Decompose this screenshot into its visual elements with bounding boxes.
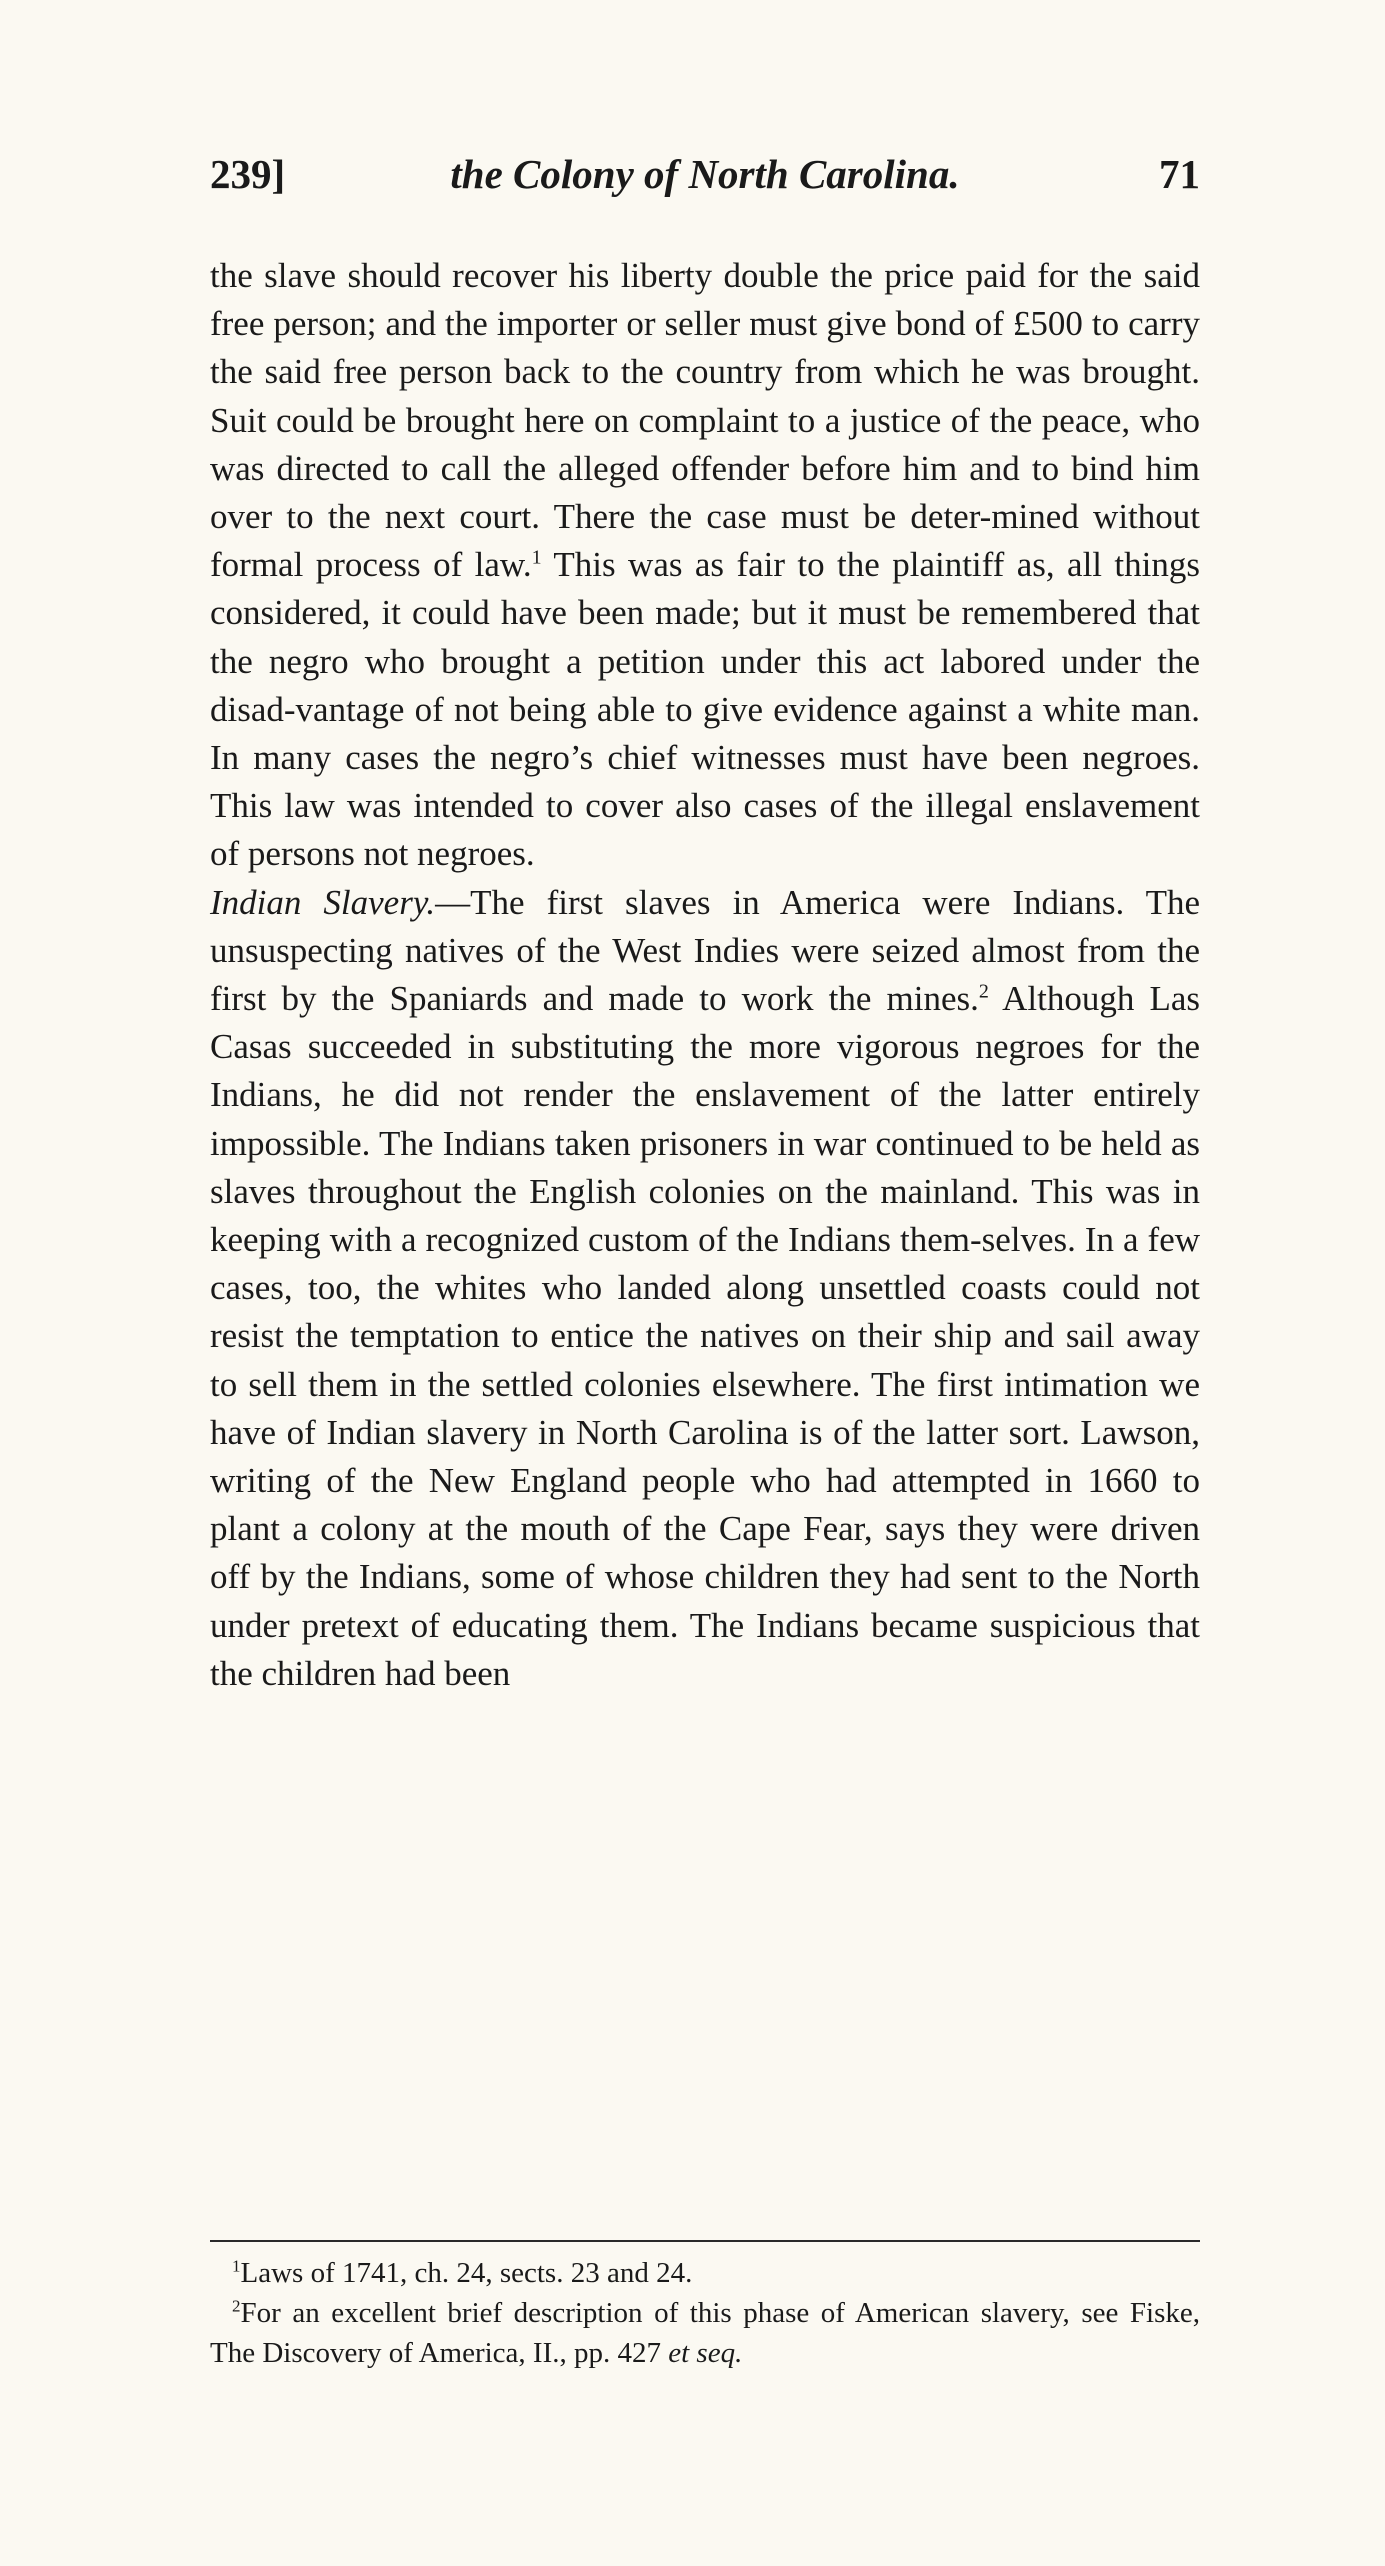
paragraph-2 [210, 879, 1200, 1698]
footnote-2 [210, 2293, 1200, 2373]
footnote-1-marker: 1 [232, 2256, 241, 2276]
paragraph-1-part-1: the slave should recover his liberty double the price paid for the said free person; and the importer or seller must give bond of £500 to carry the said free person back to the country from which he was brought. Suit could be brought here on complaint to a justice of the peace, who was directed to call the alleged offender before him and to bind him over to the next court. There the case must be deter-mined without formal process of law. [210, 256, 1200, 585]
footnote-2-text: For an excellent brief description of this phase of American slavery, see Fiske, The Discovery of America, II., pp. 427 [210, 2297, 1200, 2369]
footnote-1 [210, 2253, 1200, 2293]
footnote-divider [210, 2240, 1200, 2242]
paragraph-2-part-1: —The first slaves in America were Indians. The unsuspecting natives of the West Indies were seized almost from the first by the Spaniards and made to work the mines. [210, 882, 1200, 1019]
paragraph-1 [210, 252, 1200, 879]
footnote-reference-1: 1 [531, 546, 542, 569]
paragraph-1-part-2: This was as fair to the plaintiff as, all things considered, it could have been made; but it must be remembered that the negro who brought a petition under this act labored under the disad-vantage of not being able to give evidence against a white man. In many cases the negro’s chief witnesses must have been negroes. This law was intended to cover also cases of the illegal enslavement of persons not negroes. [210, 545, 1201, 874]
section-number: 239] [210, 151, 286, 197]
footnote-1-text: Laws of 1741, ch. 24, sects. 23 and 24. [240, 2257, 693, 2289]
footnotes [210, 2253, 1200, 2373]
running-head [210, 150, 1200, 210]
paragraph-2-part-2: Although Las Casas succeeded in substituting the more vigorous negroes for the Indians, he did not render the enslavement of the latter entirely impossible. The Indians taken prisoners in war continued to be held as slaves throughout the English colonies on the mainland. This was in keeping with a recognized custom of the Indians them-selves. In a few cases, too, the whites who landed along unsettled coasts could not resist the temptation to entice the natives on their ship and sail away to sell them in the settled colonies elsewhere. The first intimation we have of Indian slavery in North Carolina is of the latter sort. Lawson, writing of the New England people who had attempted in 1660 to plant a colony at the mouth of the Cape Fear, says they were driven off by the Indians, some of whose children they had sent to the North under pretext of educating them. The Indians became suspicious that the children had been [210, 979, 1201, 1693]
footnote-2-marker: 2 [232, 2296, 241, 2316]
page-number: 71 [1159, 151, 1200, 197]
footnote-reference-2: 2 [978, 980, 989, 1003]
running-title: the Colony of North Carolina. [450, 151, 960, 197]
footnote-2-italic: et seq. [668, 2337, 743, 2369]
section-heading: Indian Slavery. [210, 882, 436, 922]
body-text [210, 252, 1200, 1698]
